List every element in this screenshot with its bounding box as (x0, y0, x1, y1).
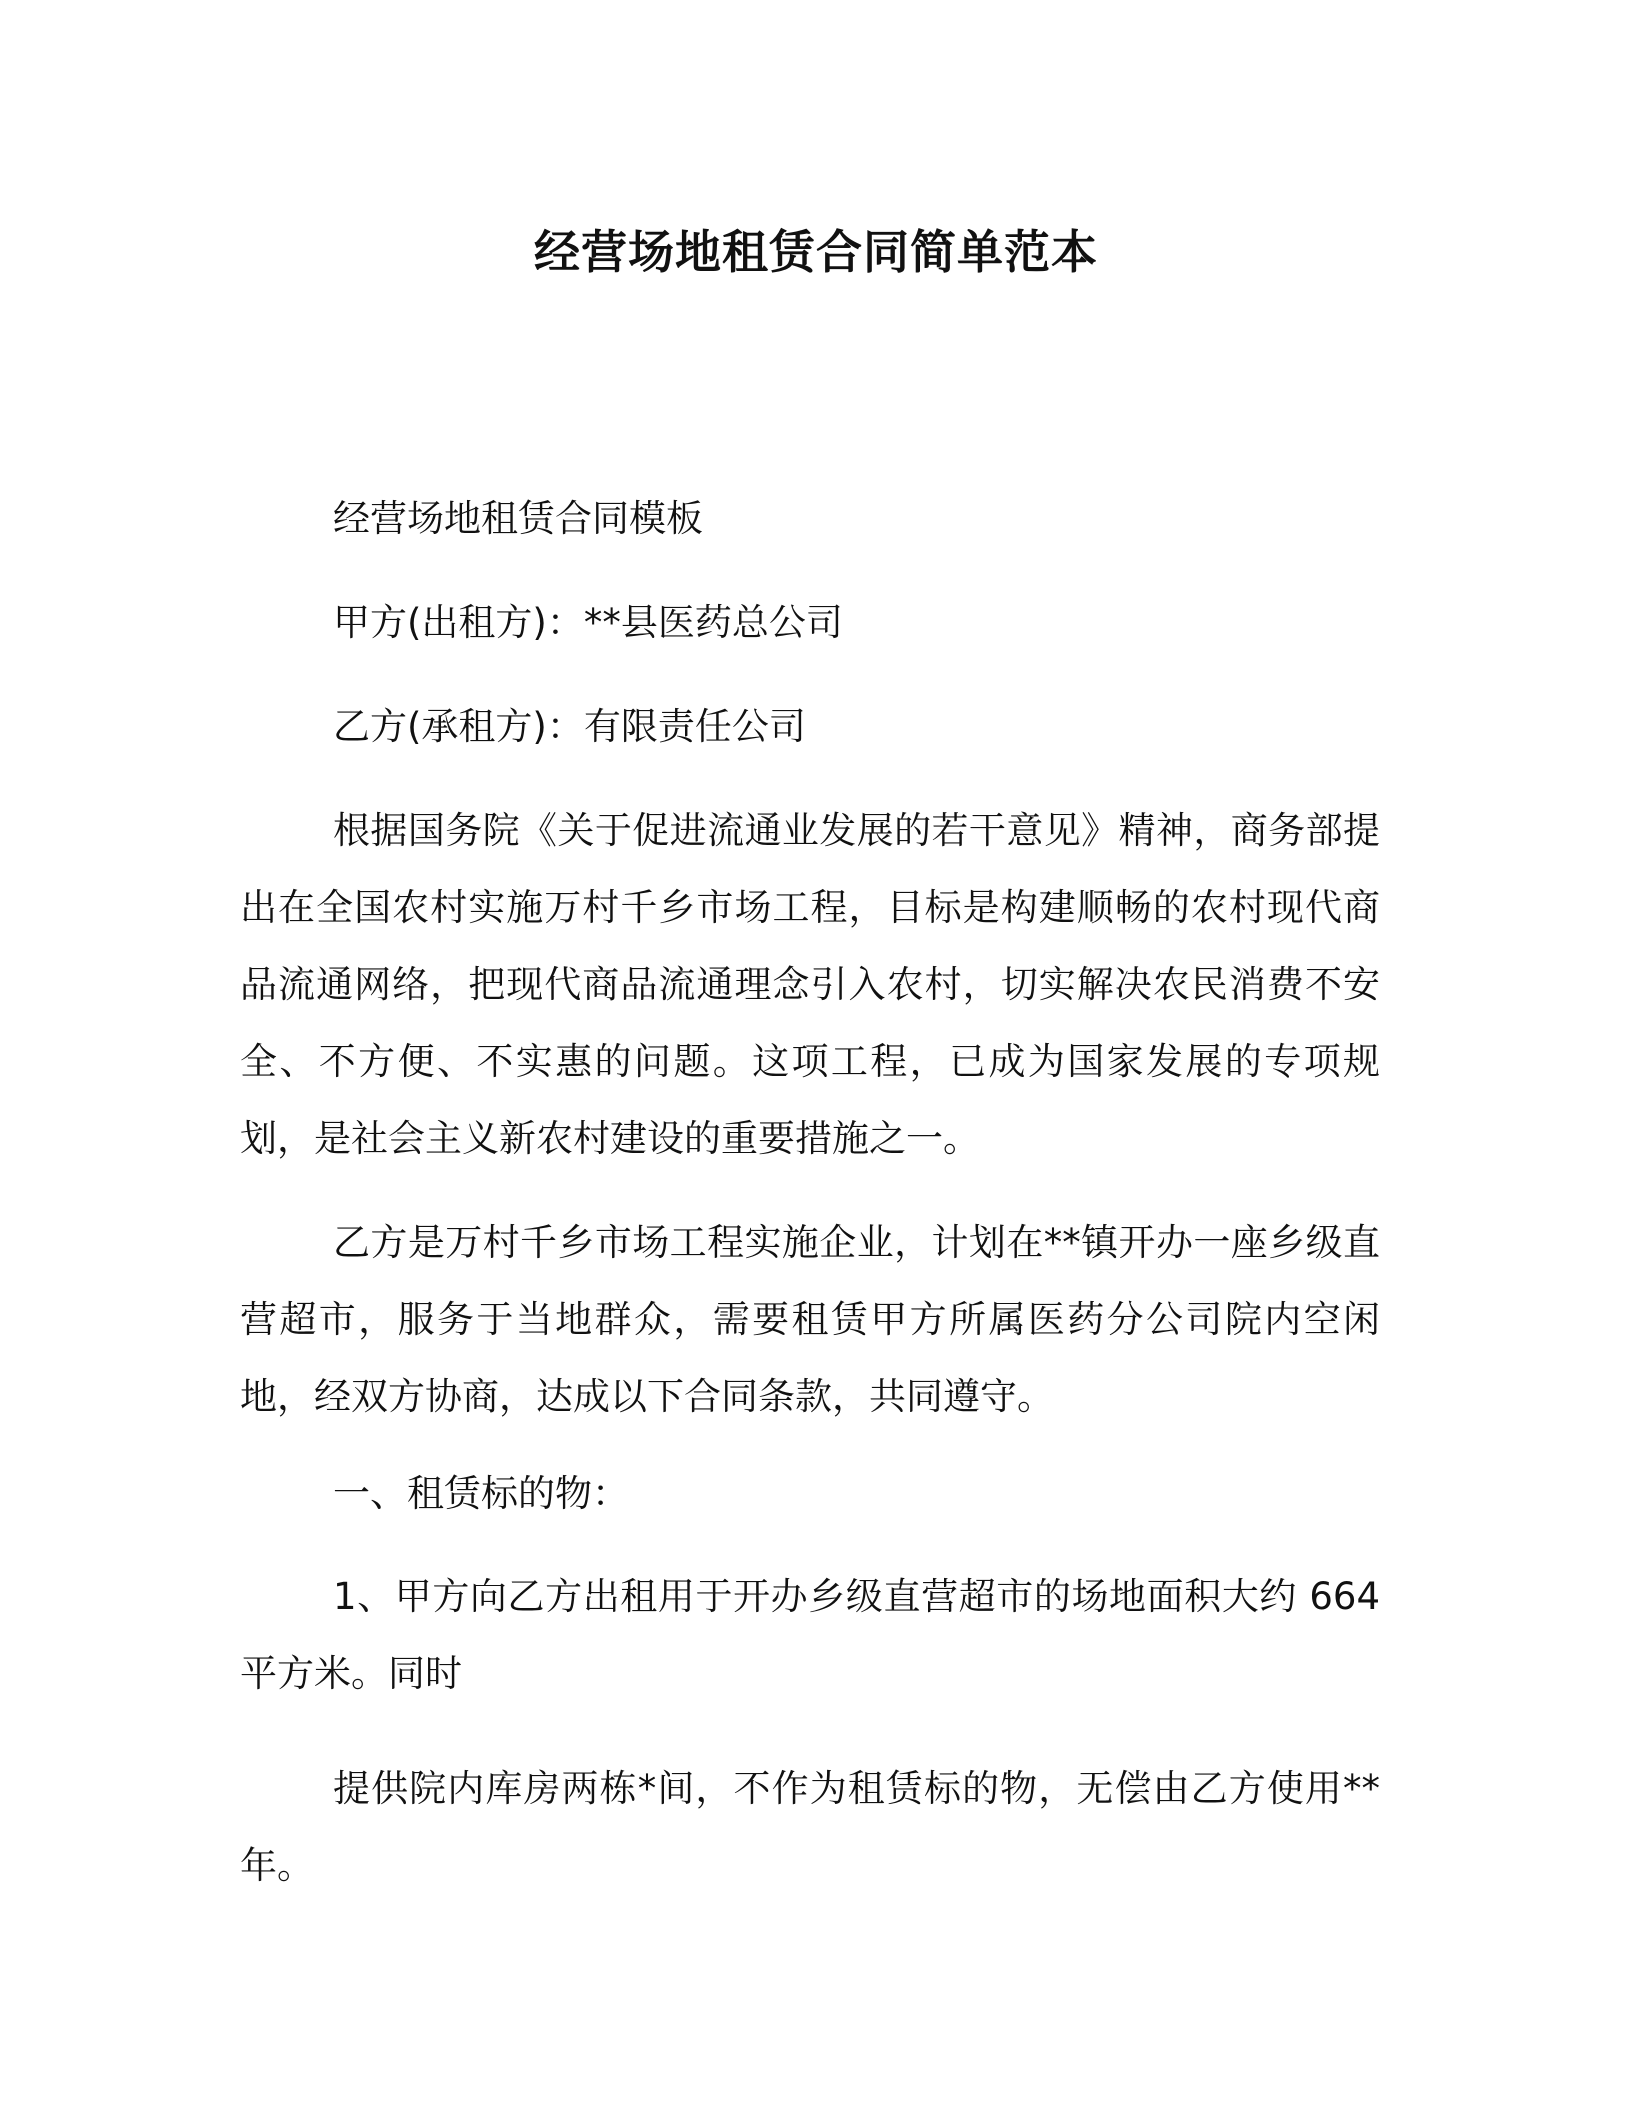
document-subtitle: 经营场地租赁合同模板 (333, 497, 703, 540)
clause-1: 1、甲方向乙方出租用于开办乡级直营超市的场地面积大约 664 平方米。同时 (240, 1575, 1380, 1695)
clause-1-continuation: 提供院内库房两栋*间，不作为租赁标的物，无偿由乙方使用**年。 (240, 1767, 1380, 1887)
background-paragraph: 根据国务院《关于促进流通业发展的若干意见》精神，商务部提出在全国农村实施万村千乡市场工程，目标是构建顺畅的农村现代商品流通网络，把现代商品流通理念引入农村，切实解决农民消费不安全、不方便、不实惠的问题。这项工程，已成为国家发展的专项规划，是社会主义新农村建设的重要措施之一。 (240, 809, 1380, 1160)
purpose-paragraph: 乙方是万村千乡市场工程实施企业，计划在**镇开办一座乡级直营超市，服务于当地群众，需要租赁甲方所属医药分公司院内空闲地，经双方协商，达成以下合同条款，共同遵守。 (240, 1221, 1380, 1418)
party-b-line: 乙方(承租方)：有限责任公司 (333, 705, 806, 748)
section-1-heading: 一、租赁标的物： (333, 1472, 629, 1515)
party-a-line: 甲方(出租方)：**县医药总公司 (333, 601, 843, 644)
document-title: 经营场地租赁合同简单范本 (534, 225, 1098, 279)
